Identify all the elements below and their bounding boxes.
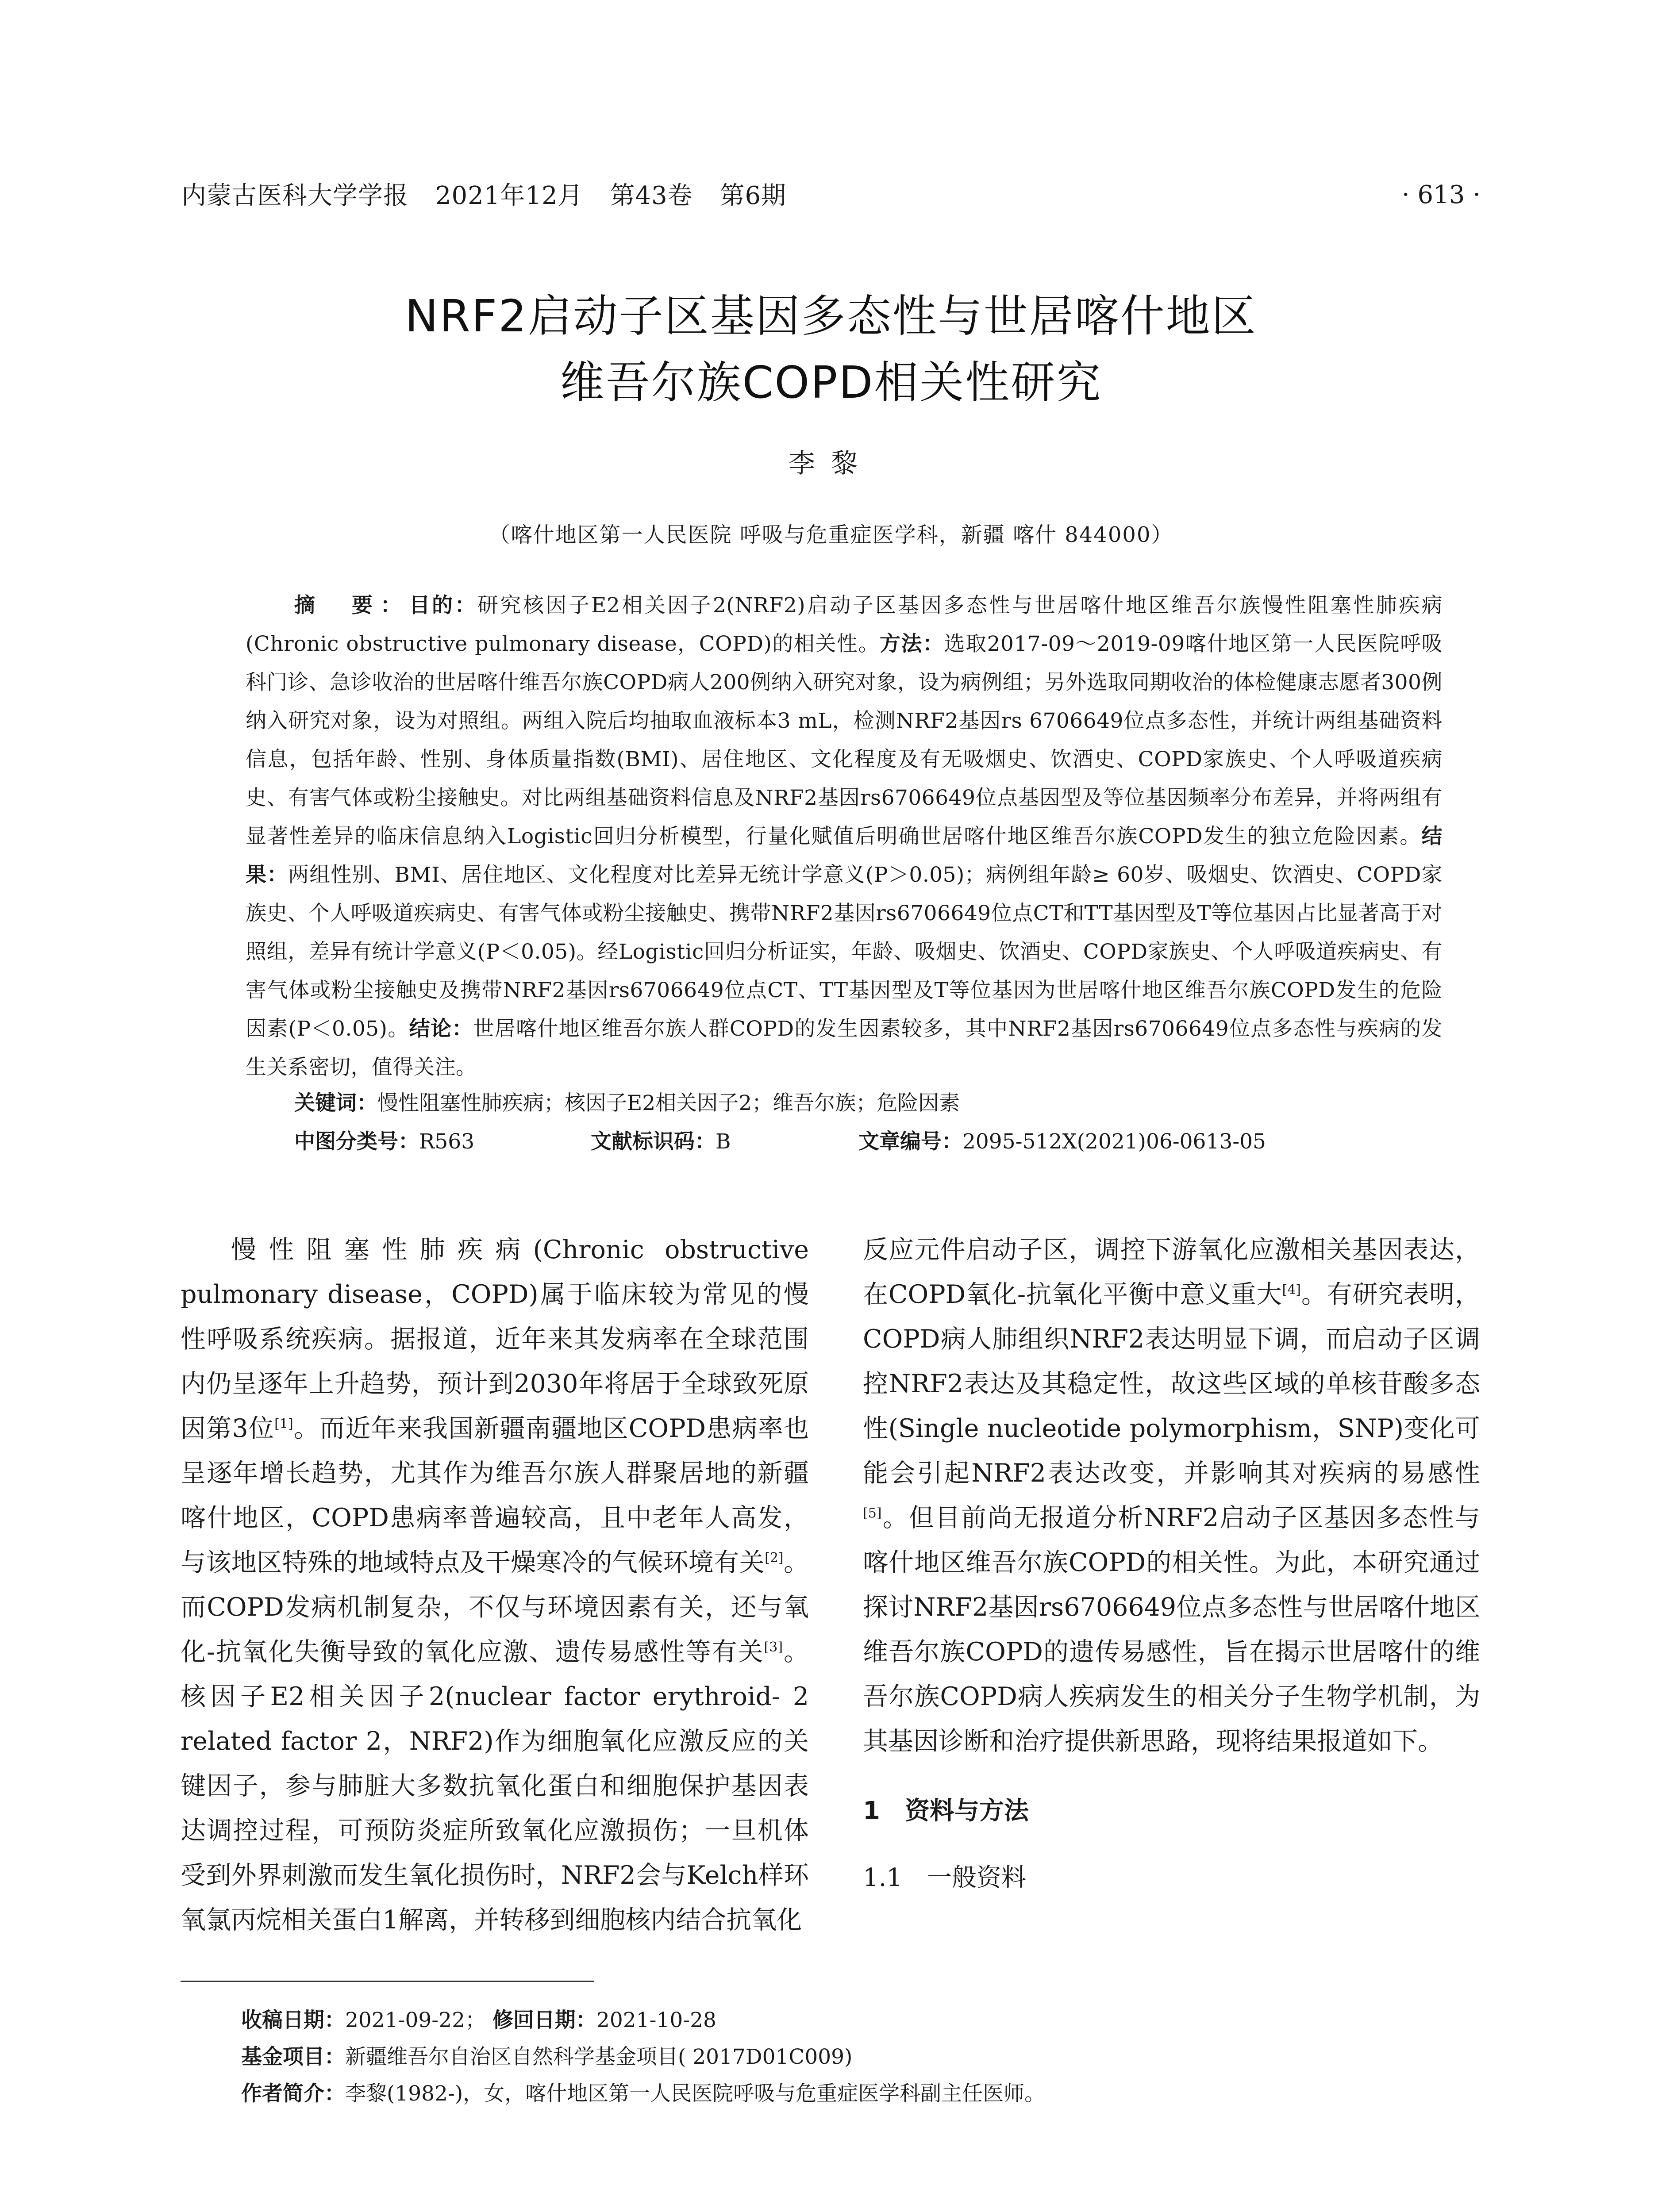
intro-text-6: 。但目前尚无报道分析NRF2启动子区基因多态性与喀什地区维吾尔族COPD的相关性。为此，本研究通过探讨NRF2基因rs6706649位点多态性与世居喀什地区维吾尔族COPD的遗传易感性，旨在揭示世居喀什的维吾尔族COPD病人疾病发生的相关分子生物学机制，为其基因诊断和治疗提供新思路，现将结果报道如下。: [863, 1503, 1480, 1756]
document-code: [591, 1122, 731, 1161]
objective-label: 目的：: [409, 593, 477, 618]
footnote-fund: [241, 2039, 1045, 2075]
fund-label: 基金项目：: [241, 2045, 345, 2069]
doc-label: 文献标识码：: [591, 1129, 716, 1154]
footnote-dates: [241, 2002, 1045, 2039]
intro-text-3: 。而COPD发病机制复杂，不仅与环境因素有关，还与氧化-抗氧化失衡导致的氧化应激、遗传易感性等有关: [181, 1548, 809, 1667]
citation-5[interactable]: [5]: [863, 1505, 882, 1521]
footnote-divider: [181, 1981, 594, 1982]
received-date: 2021-09-22；: [345, 2008, 486, 2032]
subsection-heading-1-1: 1.1 一般资料: [863, 1863, 1027, 1892]
abstract-methods: 选取2017-09～2019-09喀什地区第一人民医院呼吸科门诊、急诊收治的世居喀什维吾尔族COPD病人200例纳入研究对象，设为病例组；另外选取同期收治的体检健康志愿者300例纳入研究对象，设为对照组。两组入院后均抽取血液标本3 mL，检测NRF2基因rs 6706649位点多态性，并统计两组基础资料信息，包括年龄、性别、身体质量指数(BMI)、居住地区、文化程度及有无吸烟史、饮酒史、COPD家族史、个人呼吸道疾病史、有害气体或粉尘接触史。对比两组基础资料信息及NRF2基因rs6706649位点基因型及等位基因频率分布差异，并将两组有显著性差异的临床信息纳入Logistic回归分析模型，行量化赋值后明确世居喀什地区维吾尔族COPD发生的独立危险因素。: [246, 632, 1443, 849]
clc-label: 中图分类号：: [294, 1129, 419, 1154]
intro-text-1: 慢性阻塞性肺疾病(Chronic obstructive pulmonary disease，COPD)属于临床较为常见的慢性呼吸系统疾病。据报道，近年来其发病率在全球范围内仍呈逐年上升趋势，预计到2030年将居于全球致死原因第3位: [181, 1235, 809, 1443]
citation-2[interactable]: [2]: [765, 1550, 784, 1566]
doc-value: B: [716, 1129, 731, 1154]
methods-label: 方法：: [879, 632, 944, 656]
revised-date: 2021-10-28: [596, 2008, 716, 2032]
journal-name: 内蒙古医科大学学报: [181, 181, 408, 210]
intro-text-4-continued: 反应元件启动子区，调控下游氧化应激相关基因表达，在COPD氧化-抗氧化平衡中意义重大: [863, 1235, 1480, 1309]
affiliation: （喀什地区第一人民医院 呼吸与危重症医学科，新疆 喀什 844000）: [489, 522, 1173, 547]
fund-text: 新疆维吾尔自治区自然科学基金项目( 2017D01C009): [345, 2045, 853, 2069]
results-label: 结果：: [246, 824, 1443, 887]
body-column-right: [863, 1228, 1480, 1900]
intro-text-2: 。而近年来我国新疆南疆地区COPD患病率也呈逐年增长趋势，尤其作为维吾尔族人群聚居地的新疆喀什地区，COPD患病率普遍较高，且中老年人高发，与该地区特殊的地域特点及干燥寒冷的气候环境有关: [181, 1414, 809, 1577]
conclusion-label: 结论：: [409, 1017, 473, 1041]
issue: 第6期: [719, 181, 787, 210]
abstract-objective: 研究核因子E2相关因子2(NRF2)启动子区基因多态性与世居喀什地区维吾尔族慢性阻塞性肺疾病(Chronic obstructive pulmonary disease，COPD)的相关性。: [246, 593, 1443, 656]
author: 李黎: [789, 448, 873, 479]
received-label: 收稿日期：: [241, 2008, 345, 2032]
issue-date: 2021年12月: [435, 181, 583, 210]
running-header: [181, 176, 805, 211]
citation-3[interactable]: [3]: [764, 1640, 783, 1655]
footnotes: [241, 2002, 1045, 2112]
volume: 第43卷: [610, 181, 693, 210]
clc-value: R563: [419, 1129, 475, 1154]
abstract-results: 两组性别、BMI、居住地区、文化程度对比差异无统计学意义(P＞0.05)；病例组年龄≥ 60岁、吸烟史、饮酒史、COPD家族史、个人呼吸道疾病史、有害气体或粉尘接触史、携带NRF2基因rs6706649位点CT和TT基因型及T等位基因占比显著高于对照组，差异有统计学意义(P＜0.05)。经Logistic回归分析证实，年龄、吸烟史、饮酒史、COPD家族史、个人呼吸道疾病史、有害气体或粉尘接触史及携带NRF2基因rs6706649位点CT、TT基因型及T等位基因为世居喀什地区维吾尔族COPD发生的危险因素(P＜0.05)。: [246, 863, 1443, 1041]
body-column-left: [181, 1228, 809, 1943]
article-number: [858, 1122, 1266, 1161]
keywords-text: 慢性阻塞性肺疾病；核因子E2相关因子2；维吾尔族；危险因素: [377, 1091, 960, 1115]
abstract-conclusion: 世居喀什地区维吾尔族人群COPD的发生因素较多，其中NRF2基因rs6706649位点多态性与疾病的发生关系密切，值得关注。: [246, 1017, 1443, 1079]
intro-text-5: 。有研究表明，COPD病人肺组织NRF2表达明显下调，而启动子区调控NRF2表达及其稳定性，故这些区域的单核苷酸多态性(Single nucleotide polymorphism，SNP)变化可能会引起NRF2表达改变，并影响其对疾病的易感性: [863, 1280, 1481, 1488]
abstract: [246, 586, 1443, 1087]
bio-text: 李黎(1982-)，女，喀什地区第一人民医院呼吸与危重症医学科副主任医师。: [345, 2081, 1046, 2106]
article-value: 2095-512X(2021)06-0613-05: [962, 1129, 1266, 1154]
article-title: [0, 283, 1662, 416]
citation-4[interactable]: [4]: [1282, 1282, 1301, 1298]
abstract-label: 摘 要：: [294, 593, 409, 618]
title-line-1: NRF2启动子区基因多态性与世居喀什地区: [405, 290, 1257, 342]
intro-paragraph: [181, 1228, 809, 1943]
intro-text-4: 。核因子E2相关因子2(nuclear factor erythroid- 2 related factor 2，NRF2)作为细胞氧化应激反应的关键因子，参与肺脏大多数抗氧化蛋白和细胞保护基因表达调控过程，可预防炎症所致氧化应激损伤；一旦机体受到外界刺激而发生氧化损伤时，NRF2会与Kelch样环氧氯丙烷相关蛋白1解离，并转移到细胞核内结合抗氧化: [181, 1637, 809, 1935]
keywords: [294, 1084, 1445, 1122]
footnote-author-bio: [241, 2075, 1045, 2112]
keywords-label: 关键词：: [294, 1091, 377, 1115]
section-heading-1: 1 资料与方法: [863, 1797, 1029, 1825]
article-label: 文章编号：: [858, 1129, 962, 1154]
bio-label: 作者简介：: [241, 2081, 345, 2106]
citation-1[interactable]: [1]: [274, 1416, 293, 1432]
revised-label: 修回日期：: [492, 2008, 596, 2032]
clc-number: [294, 1122, 474, 1161]
title-line-2: 维吾尔族COPD相关性研究: [560, 357, 1102, 408]
intro-paragraph-continued: [863, 1228, 1480, 1764]
page-number: · 613 ·: [1401, 180, 1481, 209]
